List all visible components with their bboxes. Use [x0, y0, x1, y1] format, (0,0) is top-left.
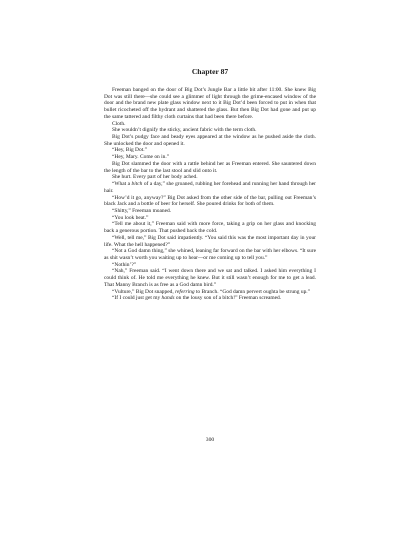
paragraph-text: “If I could just get my — [112, 295, 162, 302]
paragraph-text: on the lousy son of a bitch!” Freeman screamed. — [174, 295, 282, 302]
emphasis-text: hands — [161, 295, 175, 302]
paragraph-text: Big Dot’s pudgy face and beady eyes appeared at the window as he pushed aside the cloth. She unlocked the door and opened it. — [104, 134, 316, 147]
emphasis-text: referring — [175, 288, 195, 295]
paragraph-text: “Tell me about it,” Freeman said with more force, taking a grip on her glass and knocking back a generous portion. That pushed back the cold. — [104, 221, 316, 235]
paragraph — [104, 208, 316, 215]
paragraph-text: Big Dot slammed the door with a rattle behind her as Freeman entered. She sauntered down the length of the bar to the last stool and slid onto it. — [104, 160, 316, 174]
paragraph-text: “Shitty,” Freeman moaned. — [112, 207, 172, 214]
paragraph-text: Freeman banged on the door of Big Dot’s Jungle Bar a little bit after 11:00. She knew Big Dot was still there—she could see a glimmer of light through the grime-encased window of the door and the brand new plate glass window next to it Big Dot’d been forced to put in when that bullet ricocheted off the hydrant and shattered the glass. But then Big Dot had gone and put up the same tattered and filthy cloth curtains that had been there before. — [104, 87, 316, 120]
paragraph-text: She wouldn’t dignify the sticky, ancient fabric with the term cloth. — [112, 127, 257, 134]
paragraph-text: “Nah,” Freeman said. “I went down there and we sat and talked. I asked him everything I could think of. He told me everything he knew. But it still wasn’t enough for me to get a lead. That Manny Branch is as free as a God damn bird.” — [104, 268, 316, 288]
paragraph — [104, 221, 316, 234]
emphasis-text: bitch — [131, 181, 143, 188]
paragraph-text: “Vulture,” Big Dot snapped, — [112, 288, 176, 295]
paragraph — [104, 195, 316, 208]
chapter-title: Chapter 87 — [191, 67, 229, 76]
paragraph-text: “Not a God damn thing,” she whined, leaning far forward on the bar with her elbows. “It sure as shit wasn’t worth you waiting up to hear—or me coming up to tell you.” — [104, 248, 316, 261]
paragraph — [104, 87, 316, 121]
chapter-body — [104, 87, 316, 302]
paragraph — [104, 181, 316, 194]
paragraph-text: of a day,” she groaned, rubbing her forehead and running her hand through her hair. — [104, 181, 316, 194]
paragraph — [104, 154, 316, 161]
paragraph-text: “Nothin’?” — [112, 261, 137, 268]
paragraph-text: “Hey, Big Dot.” — [112, 147, 147, 154]
paragraph-text: “Hey, Mary. Come on in.” — [112, 154, 170, 161]
paragraph-text: to Branch. “God damn pervert oughta be strung up.” — [194, 288, 311, 295]
paragraph-text: “Well, tell me,” Big Dot said impatiently. “You said this was the most important day in your life. What the hell happened?” — [104, 234, 316, 248]
paragraph-text: “You look beat.” — [112, 214, 149, 221]
paragraph — [104, 295, 316, 302]
page-number: 300 — [205, 437, 215, 443]
paragraph — [104, 248, 316, 261]
paragraph — [104, 161, 316, 174]
paragraph — [104, 134, 316, 147]
paragraph-text: She hurt. Every part of her body ached. — [112, 174, 198, 181]
paragraph-text: “How’d it go, anyway?” Big Dot asked from the other side of the bar, pulling out Freeman’s black Jack and a bottle of beer for herself. She poured drinks for both of them. — [104, 194, 316, 208]
paragraph — [104, 268, 316, 288]
paragraph — [104, 235, 316, 248]
paragraph-text: “What a — [112, 181, 132, 188]
paragraph-text: Cloth. — [112, 120, 126, 127]
